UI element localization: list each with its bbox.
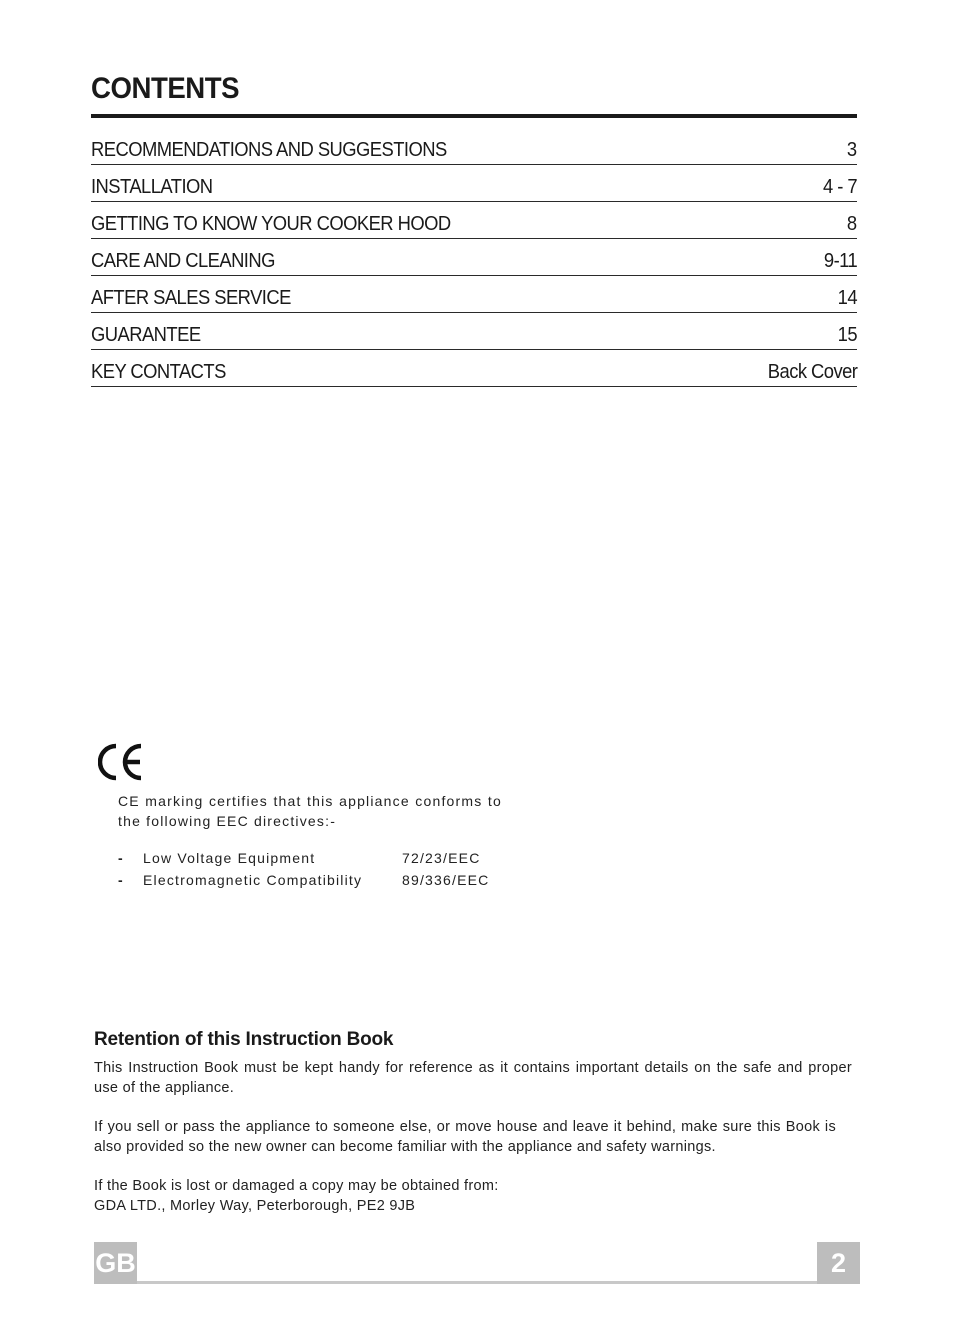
page-number: 2: [817, 1242, 860, 1284]
title-divider: [91, 114, 857, 118]
ce-statement: CE marking certifies that this appliance conforms to the following EEC directives:-: [118, 793, 502, 829]
directive-item: [118, 872, 518, 894]
toc-entry-label: INSTALLATION: [91, 176, 213, 198]
directive-name: Low Voltage Equipment: [143, 850, 316, 866]
toc-entry[interactable]: [91, 128, 857, 165]
toc-entry-page: 9-11: [823, 250, 857, 272]
contents-list: [91, 128, 857, 387]
toc-entry-label: GUARANTEE: [91, 324, 201, 346]
toc-entry[interactable]: [91, 313, 857, 350]
retention-contact-line: If the Book is lost or damaged a copy may be obtained from:: [94, 1178, 499, 1194]
directives-list: [118, 850, 518, 894]
toc-entry-label: GETTING TO KNOW YOUR COOKER HOOD: [91, 213, 451, 235]
toc-entry-label: RECOMMENDATIONS AND SUGGESTIONS: [91, 139, 447, 161]
directive-bullet: -: [118, 872, 124, 888]
footer-divider: [94, 1281, 860, 1284]
language-badge: GB: [94, 1242, 137, 1284]
toc-entry-page: Back Cover: [767, 361, 857, 383]
retention-paragraph-3: [94, 1176, 852, 1216]
toc-entry-page: 4 - 7: [822, 176, 857, 198]
toc-entry-label: AFTER SALES SERVICE: [91, 287, 291, 309]
toc-entry-page: 15: [837, 324, 857, 346]
retention-paragraph-2: If you sell or pass the appliance to someone else, or move house and leave it behind, make sure this Book is also provided so the new owner can become familiar with the appliance and safety warnings.: [94, 1119, 836, 1155]
toc-entry-page: 14: [837, 287, 857, 309]
toc-entry[interactable]: [91, 239, 857, 276]
directive-code: 72/23/EEC: [402, 850, 481, 866]
toc-entry-label: CARE AND CLEANING: [91, 250, 275, 272]
toc-entry[interactable]: [91, 202, 857, 239]
ce-mark-icon: [98, 742, 144, 782]
toc-entry-page: 3: [847, 139, 857, 161]
retention-heading: Retention of this Instruction Book: [94, 1029, 394, 1050]
directive-item: [118, 850, 518, 872]
toc-entry[interactable]: [91, 276, 857, 313]
directive-bullet: -: [118, 850, 124, 866]
toc-entry-label: KEY CONTACTS: [91, 361, 226, 383]
retention-paragraph-1: This Instruction Book must be kept handy for reference as it contains important details on the safe and proper use of the appliance.: [94, 1060, 852, 1096]
retention-address: GDA LTD., Morley Way, Peterborough, PE2 9JB: [94, 1198, 416, 1214]
toc-entry[interactable]: [91, 165, 857, 202]
toc-entry[interactable]: [91, 350, 857, 387]
page-title: CONTENTS: [91, 72, 240, 105]
toc-entry-page: 8: [847, 213, 857, 235]
directive-code: 89/336/EEC: [402, 872, 490, 888]
directive-name: Electromagnetic Compatibility: [143, 872, 363, 888]
